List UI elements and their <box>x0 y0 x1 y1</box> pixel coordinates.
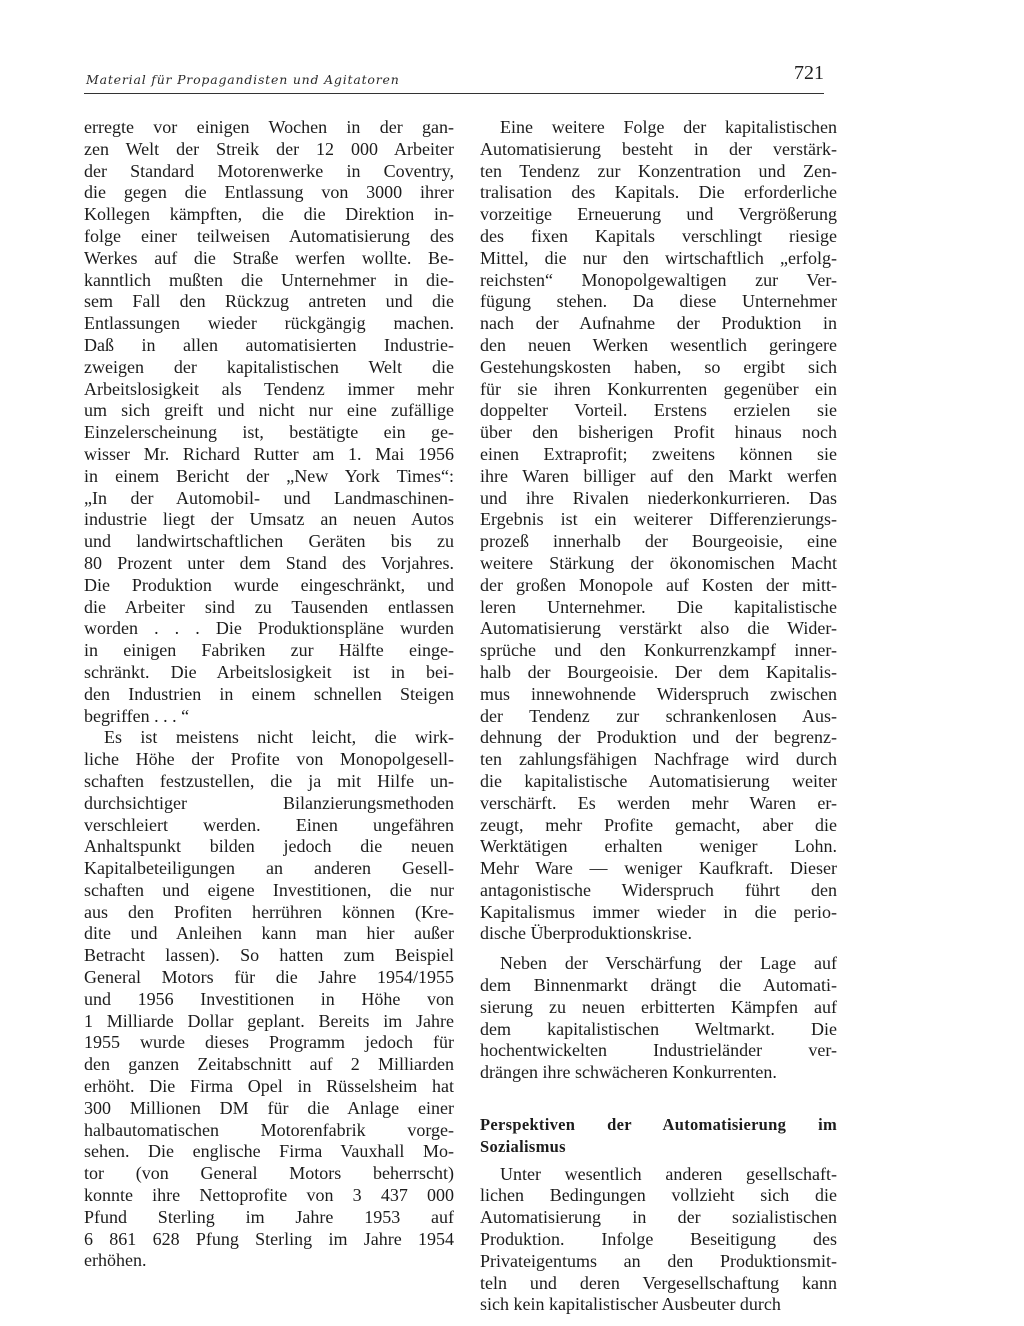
text-line: dehnung der Produktion und der begrenz- <box>480 727 837 748</box>
text-line: Arbeitslosigkeit als Tendenz immer mehr <box>84 378 454 399</box>
text-line: 1 Milliarde Dollar geplant. Bereits im Jahre <box>84 1010 454 1031</box>
text-line: Kapitalbeteiligungen an anderen Gesell- <box>84 858 454 879</box>
text-line: fügung stehen. Da diese Unternehmer <box>480 291 837 312</box>
text-line: zeugt, mehr Profite gemacht, aber die <box>480 814 837 835</box>
text-line: Werktätigen erhalten weniger Lohn. <box>480 836 837 857</box>
text-line: Daß in allen automatisierten Industrie- <box>84 334 454 355</box>
text-line: sem Fall den Rückzug antreten und die <box>84 291 454 312</box>
text-line: 6 861 628 Pfung Sterling im Jahre 1954 <box>84 1228 454 1249</box>
right-paragraph-2 <box>480 953 837 1084</box>
text-line: Betracht lassen). So hatten zum Beispiel <box>84 945 454 966</box>
text-line: Automatisierung verstärkt also die Wider- <box>480 618 837 639</box>
text-line: drängen ihre schwächeren Konkurrenten. <box>480 1062 777 1083</box>
text-line: erhöhen. <box>84 1250 147 1271</box>
text-line: Privateigentums an den Produktionsmit- <box>480 1250 837 1271</box>
text-line: begriffen . . . “ <box>84 705 190 726</box>
text-line: die kapitalistische Automatisierung weiter <box>480 770 837 791</box>
text-line: für sie ihren Konkurrenten gegenüber ein <box>480 378 837 399</box>
text-line: 80 Prozent unter dem Stand des Vorjahres. <box>84 552 454 573</box>
section-heading <box>480 1114 837 1158</box>
text-line: dem Binnenmarkt drängt die Automati- <box>480 975 837 996</box>
text-line: des fixen Kapitals verschlingt riesige <box>480 225 837 246</box>
text-line: tralisation des Kapitals. Die erforderliche <box>480 182 837 203</box>
text-line: den Industrien in einem schnellen Steigen <box>84 683 454 704</box>
text-line: Es ist meistens nicht leicht, die wirk- <box>104 727 454 748</box>
text-line: Unter wesentlich anderen gesellschaft- <box>500 1163 837 1184</box>
text-line: ten Tendenz zur Konzentration und Zen- <box>480 160 837 181</box>
text-line: schränkt. Die Arbeitslosigkeit ist in bei- <box>84 661 454 682</box>
text-line: die Arbeiter sind zu Tausenden entlassen <box>84 596 454 617</box>
text-line: erhöht. Die Firma Opel in Rüsselsheim hat <box>84 1076 454 1097</box>
text-line: schaften festzustellen, die ja mit Hilfe un- <box>84 770 454 791</box>
text-line: in einem Bericht der „New York Times“: <box>84 465 454 486</box>
text-line: Ergebnis ist ein weiterer Differenzierungs- <box>480 509 837 530</box>
text-line: weitere Stärkung der ökonomischen Macht <box>480 552 837 573</box>
text-line: Automatisierung in der sozialistischen <box>480 1207 837 1228</box>
text-line: ten zahlungsfähigen Nachfrage wird durch <box>480 749 837 770</box>
text-line: sprüche und den Konkurrenzkampf inner- <box>480 640 837 661</box>
text-line: sehen. Die englische Firma Vauxhall Mo- <box>84 1141 454 1162</box>
text-line: vorzeitige Erneuerung und Vergrößerung <box>480 204 837 225</box>
page-number: 721 <box>794 62 824 84</box>
right-column <box>480 117 837 1316</box>
text-line: General Motors für die Jahre 1954/1955 <box>84 967 454 988</box>
right-paragraph-3 <box>480 1164 837 1317</box>
text-line: prozeß innerhalb der Bourgeoisie, eine <box>480 531 837 552</box>
text-line: sich kein kapitalistischer Ausbeuter durch <box>480 1294 781 1315</box>
text-line: liche Höhe der Profite von Monopolgesell- <box>84 749 454 770</box>
text-line: zen Welt der Streik der 12 000 Arbeiter <box>84 138 454 159</box>
text-line: halb der Bourgeoisie. Der dem Kapitalis- <box>480 661 837 682</box>
paragraph-gap <box>480 945 837 953</box>
text-line: schaften und eigene Investitionen, die nur <box>84 879 454 900</box>
text-line: konnte ihre Nettoprofite von 3 437 000 <box>84 1185 454 1206</box>
text-line: durchsichtiger Bilanzierungsmethoden <box>84 792 454 813</box>
text-line: Kollegen kämpften, die die Direktion in- <box>84 204 454 225</box>
left-paragraph-1 <box>84 117 454 727</box>
text-line: folge einer teilweisen Automatisierung des <box>84 225 454 246</box>
text-line: Anhaltspunkt bilden jedoch die neuen <box>84 836 454 857</box>
text-line: 1955 wurde dieses Programm jedoch für <box>84 1032 454 1053</box>
text-line: der großen Monopole auf Kosten der mitt- <box>480 574 837 595</box>
text-line: um sich greift und nicht nur eine zufällige <box>84 400 454 421</box>
text-line: kanntlich mußten die Unternehmer in die- <box>84 269 454 290</box>
text-line: reichsten“ Monopolgewaltigen zur Ver- <box>480 269 837 290</box>
text-line: erregte vor einigen Wochen in der gan- <box>84 117 454 137</box>
text-line: dite und Anleihen kann man hier außer <box>84 923 454 944</box>
text-line: doppelter Vorteil. Erstens erzielen sie <box>480 400 837 421</box>
text-line: der Tendenz zur schrankenlosen Aus- <box>480 705 837 726</box>
text-line: Produktion. Infolge Beseitigung des <box>480 1229 837 1250</box>
right-paragraph-1 <box>480 117 837 945</box>
text-line: Werkes auf die Straße werfen wollte. Be- <box>84 247 454 268</box>
heading-line: Perspektiven der Automatisierung im <box>480 1115 837 1135</box>
text-line: den ganzen Zeitabschnitt auf 2 Milliarden <box>84 1054 454 1075</box>
text-line: leren Unternehmer. Die kapitalistische <box>480 596 837 617</box>
text-line: Neben der Verschärfung der Lage auf <box>500 953 837 974</box>
text-line: der Standard Motorenwerke in Coventry, <box>84 160 454 181</box>
text-line: Die Produktion wurde eingeschränkt, und <box>84 574 454 595</box>
text-line: den neuen Werken wesentlich geringere <box>480 334 837 355</box>
left-column <box>84 117 454 1272</box>
text-line: dische Überproduktionskrise. <box>480 923 692 944</box>
text-line: dem kapitalistischen Weltmarkt. Die <box>480 1018 837 1039</box>
heading-line: Sozialismus <box>480 1136 566 1156</box>
section-gap <box>480 1084 837 1114</box>
text-line: ihre Waren billiger auf den Markt werfen <box>480 465 837 486</box>
header-rule <box>84 93 824 94</box>
text-line: teln und deren Vergesellschaftung kann <box>480 1272 837 1293</box>
text-line: aus den Profiten herrühren können (Kre- <box>84 901 454 922</box>
text-line: Entlassungen wieder rückgängig machen. <box>84 313 454 334</box>
text-line: Mittel, die nur den wirtschaftlich „erfolg- <box>480 247 837 268</box>
text-line: halbautomatischen Motorenfabrik vorge- <box>84 1119 454 1140</box>
text-line: über den bisherigen Profit hinaus noch <box>480 422 837 443</box>
text-line: industrie liegt der Umsatz an neuen Autos <box>84 509 454 530</box>
text-line: „In der Automobil- und Landmaschinen- <box>84 487 454 508</box>
text-line: wisser Mr. Richard Rutter am 1. Mai 1956 <box>84 443 454 464</box>
running-head: Material für Propagandisten und Agitatoren <box>86 72 400 87</box>
text-line: hochentwickelten Industrieländer ver- <box>480 1040 837 1061</box>
page-header <box>84 62 824 92</box>
text-line: Mehr Ware — weniger Kaufkraft. Dieser <box>480 858 837 879</box>
text-line: Pfund Sterling im Jahre 1953 auf <box>84 1206 454 1227</box>
text-line: zweigen der kapitalistischen Welt die <box>84 356 454 377</box>
text-line: lichen Bedingungen vollzieht sich die <box>480 1185 837 1206</box>
text-line: verschärft. Es werden mehr Waren er- <box>480 792 837 813</box>
text-line: verschleiert werden. Einen ungefähren <box>84 814 454 835</box>
text-line: die gegen die Entlassung von 3000 ihrer <box>84 182 454 203</box>
text-line: und landwirtschaftlichen Geräten bis zu <box>84 531 454 552</box>
text-line: Automatisierung besteht in der verstärk- <box>480 138 837 159</box>
text-line: tor (von General Motors beherrscht) <box>84 1163 454 1184</box>
text-line: und ihre Rivalen niederkonkurrieren. Das <box>480 487 837 508</box>
text-line: nach der Aufnahme der Produktion in <box>480 313 837 334</box>
text-line: mus innewohnende Widerspruch zwischen <box>480 683 837 704</box>
text-line: in einigen Fabriken zur Hälfte einge- <box>84 640 454 661</box>
text-line: Einzelerscheinung ist, bestätigte ein ge- <box>84 422 454 443</box>
text-line: antagonistische Widerspruch führt den <box>480 879 837 900</box>
text-line: einen Extraprofit; zweitens können sie <box>480 443 837 464</box>
text-line: Gestehungskosten haben, so ergibt sich <box>480 356 837 377</box>
text-line: und 1956 Investitionen in Höhe von <box>84 988 454 1009</box>
text-line: worden . . . Die Produktionspläne wurden <box>84 618 454 639</box>
left-paragraph-2 <box>84 727 454 1272</box>
text-line: Eine weitere Folge der kapitalistischen <box>500 117 837 137</box>
text-line: Kapitalismus immer wieder in die perio- <box>480 901 837 922</box>
text-line: 300 Millionen DM für die Anlage einer <box>84 1097 454 1118</box>
text-line: sierung zu neuen erbitterten Kämpfen auf <box>480 996 837 1017</box>
